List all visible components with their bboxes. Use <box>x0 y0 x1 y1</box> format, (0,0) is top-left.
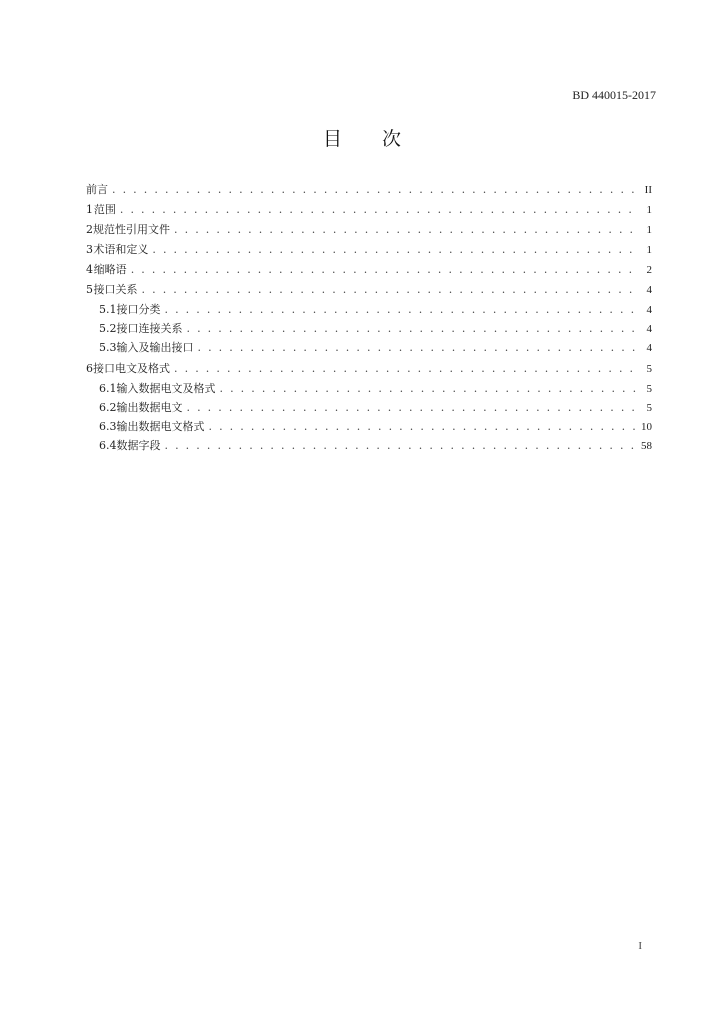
toc-entry-number: 6 <box>86 362 93 375</box>
toc-entry-number: 6.2 <box>99 401 117 414</box>
toc-entry-page: 10 <box>641 421 652 433</box>
toc-leader-dots <box>187 319 639 338</box>
toc-entry-5-3[interactable] <box>86 338 652 357</box>
page-folio: I <box>638 940 642 952</box>
title-char-2: 次 <box>382 128 402 150</box>
toc-entry-page: 4 <box>646 284 652 296</box>
toc-entry-4[interactable] <box>86 260 652 280</box>
toc-entry-6-3[interactable] <box>86 417 652 436</box>
toc-entry-2[interactable] <box>86 220 652 240</box>
toc-entry-page: 4 <box>646 304 652 316</box>
toc-entry-number: 4 <box>86 263 93 276</box>
toc-entry-number: 5 <box>86 283 93 296</box>
toc-leader-dots <box>120 200 638 220</box>
toc-entry-page: 1 <box>646 224 652 236</box>
toc-entry-label: 范围 <box>93 203 116 216</box>
toc-leader-dots <box>112 180 638 200</box>
toc-leader-dots <box>174 359 638 379</box>
toc-entry-label: 规范性引用文件 <box>93 223 171 236</box>
toc-entry-page: 4 <box>646 323 652 335</box>
toc-entry-number: 5.3 <box>99 341 117 354</box>
toc-entry-page: 2 <box>646 264 652 276</box>
toc-entry-number: 6.3 <box>99 420 117 433</box>
toc-entry-6-1[interactable] <box>86 379 652 398</box>
toc-entry-number: 3 <box>86 243 93 256</box>
toc-entry-page: II <box>644 184 652 196</box>
toc-entry-label: 接口分类 <box>116 303 161 316</box>
toc-entry-label: 输入数据电文及格式 <box>116 382 216 395</box>
toc-entry-label: 接口关系 <box>93 283 138 296</box>
toc-entry-5-1[interactable] <box>86 300 652 319</box>
toc-entry-number: 5.1 <box>99 303 117 316</box>
toc-leader-dots <box>165 436 638 455</box>
toc-entry-label: 缩略语 <box>93 263 127 276</box>
toc-entry-label: 输入及输出接口 <box>116 341 194 354</box>
toc-leader-dots <box>209 417 638 436</box>
toc-entry-number: 6.4 <box>99 439 117 452</box>
toc-entry-label: 接口电文及格式 <box>93 362 171 375</box>
toc-entry-page: 5 <box>646 363 652 375</box>
toc-entry-label: 术语和定义 <box>93 243 149 256</box>
toc-entry-number: 2 <box>86 223 93 236</box>
toc-entry-number: 5.2 <box>99 322 117 335</box>
table-of-contents <box>86 180 652 455</box>
toc-entry-label: 数据字段 <box>116 439 161 452</box>
toc-leader-dots <box>165 300 639 319</box>
toc-entry-label: 前言 <box>86 183 108 196</box>
toc-entry-label: 接口连接关系 <box>116 322 183 335</box>
toc-entry-label: 输出数据电文格式 <box>116 420 205 433</box>
toc-entry-page: 58 <box>641 440 652 452</box>
toc-entry-page: 5 <box>646 383 652 395</box>
toc-entry-page: 1 <box>646 244 652 256</box>
title-char-1: 目 <box>322 128 342 150</box>
toc-leader-dots <box>142 280 638 300</box>
toc-entry-5-2[interactable] <box>86 319 652 338</box>
toc-entry-page: 5 <box>646 402 652 414</box>
toc-leader-dots <box>198 338 639 357</box>
toc-leader-dots <box>220 379 639 398</box>
document-code: BD 440015-2017 <box>572 88 656 102</box>
toc-entry-number: 6.1 <box>99 382 117 395</box>
toc-entry-5[interactable] <box>86 280 652 300</box>
toc-entry-1[interactable] <box>86 200 652 220</box>
toc-entry-6-4[interactable] <box>86 436 652 455</box>
toc-entry-foreword[interactable] <box>86 180 652 200</box>
toc-entry-label: 输出数据电文 <box>116 401 183 414</box>
toc-entry-page: 4 <box>646 342 652 354</box>
toc-leader-dots <box>131 260 638 280</box>
toc-entry-6-2[interactable] <box>86 398 652 417</box>
toc-entry-6[interactable] <box>86 359 652 379</box>
toc-leader-dots <box>187 398 639 417</box>
toc-leader-dots <box>174 220 638 240</box>
toc-leader-dots <box>152 240 638 260</box>
toc-entry-3[interactable] <box>86 240 652 260</box>
page-title <box>0 124 724 151</box>
toc-entry-number: 1 <box>86 203 93 216</box>
toc-entry-page: 1 <box>646 204 652 216</box>
